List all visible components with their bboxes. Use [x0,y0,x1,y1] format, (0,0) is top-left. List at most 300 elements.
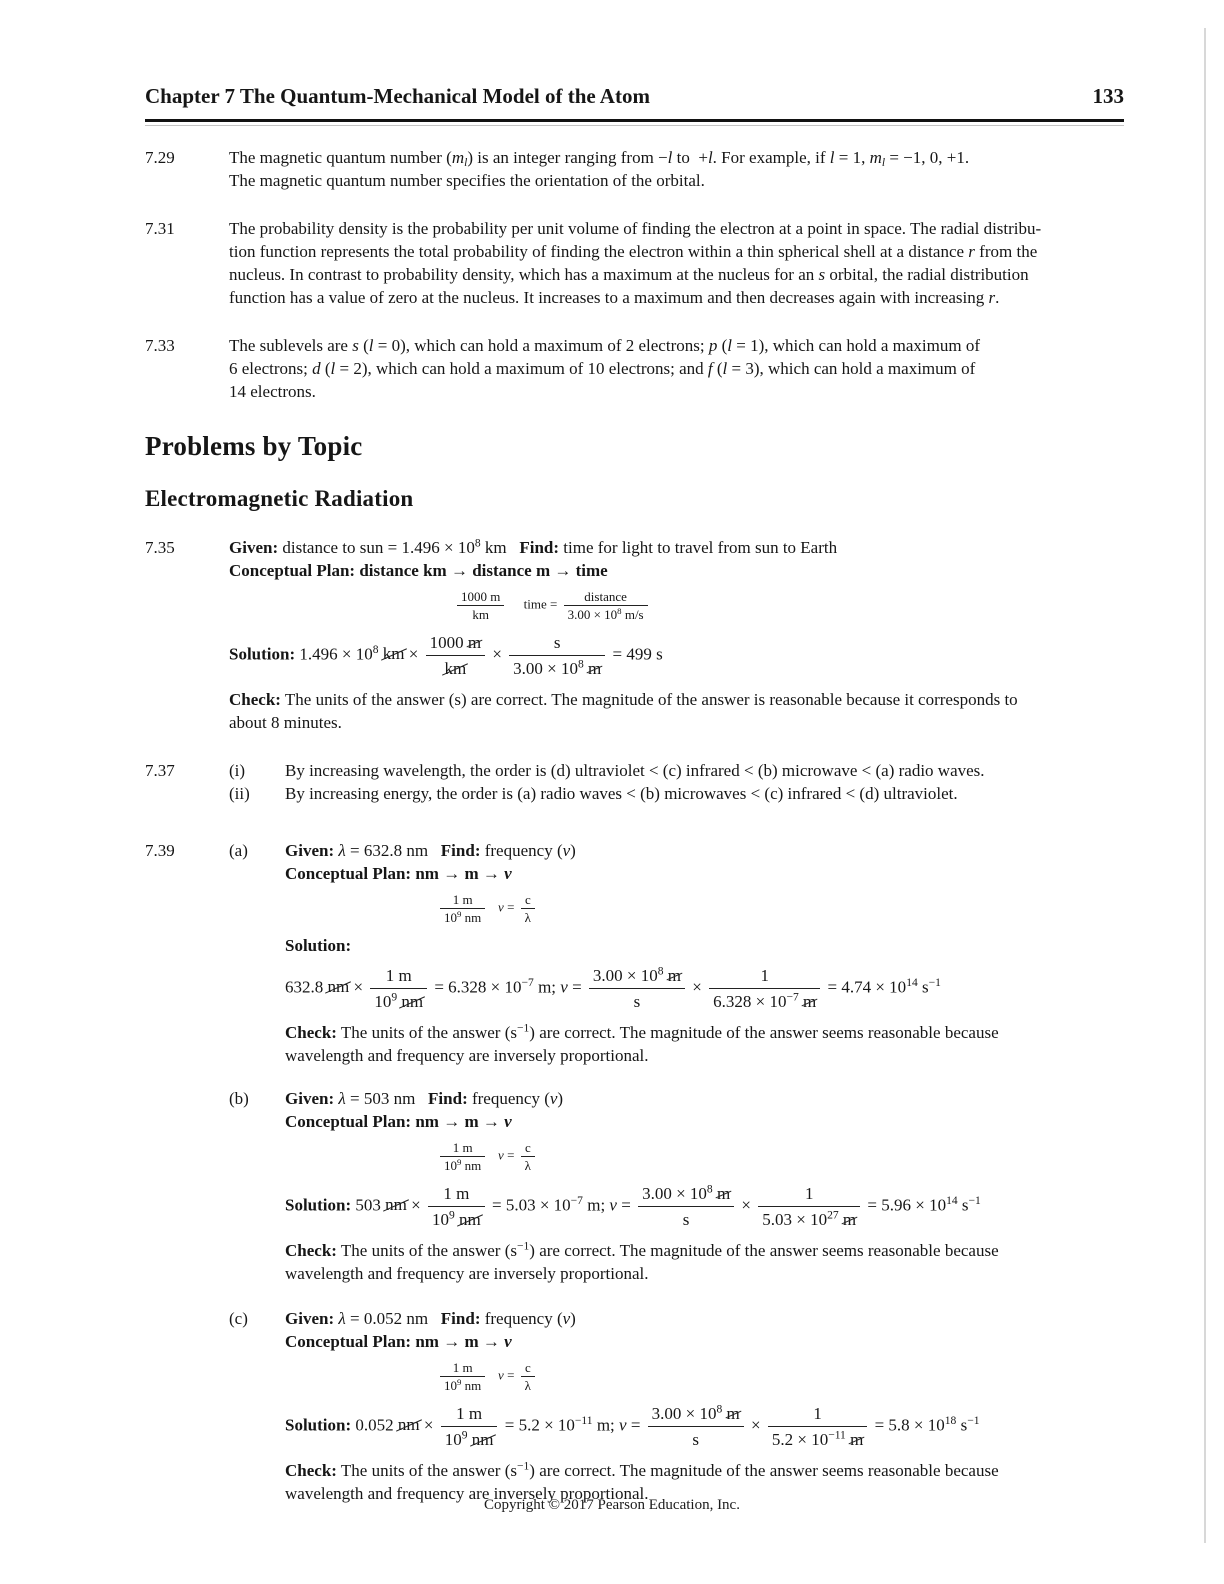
section-title-electromagnetic-radiation: Electromagnetic Radiation [145,486,414,511]
text-run: 8 [657,964,664,978]
fraction [758,1182,860,1231]
text-run: m [850,1430,864,1449]
text-run: = 5.2 × 10 [500,1415,575,1435]
text-run: = 503 nm [345,1089,429,1108]
text-run: −1 [928,976,941,990]
problem-number: 7.33 [145,336,175,355]
text-run: wavelength and frequency are inversely proportional. [285,1046,649,1065]
text-run: ( [358,336,369,355]
text-line [229,217,1124,240]
fraction-denominator [589,989,685,1013]
text-run: c [524,1360,531,1375]
text-run: m [869,148,882,167]
fraction-numerator [648,1402,744,1427]
solution-line [229,631,1124,680]
fraction-numerator [440,1360,485,1377]
problem-7-35 [145,536,1124,734]
fraction [521,1360,535,1393]
text-run: 14 electrons. [229,382,316,401]
text-run: m; [582,1195,610,1215]
text-run: r [988,288,996,307]
text-run: ( [712,359,723,378]
text-run: By increasing wavelength, the order is (d) ultraviolet < (c) infrared < (b) microwave < (a) radio waves. [285,761,985,780]
text-run: 1 m [452,1360,473,1375]
text-run: 9 [457,1157,462,1168]
fraction-numerator [370,964,427,989]
text-run: Find: [440,841,481,860]
fraction-denominator [648,1427,744,1451]
text-run: −7 [786,990,799,1004]
text-run: = [626,1415,645,1435]
fraction-denominator [441,1427,498,1451]
text-run: 18 [944,1414,957,1428]
text-run: λ [338,841,346,860]
fraction [428,1182,485,1231]
check-line [285,1239,1124,1262]
problem-7-29 [145,146,1124,192]
plan-formula [437,892,1124,925]
text-run: 10 [444,1158,457,1173]
problem-number: 7.35 [145,538,175,557]
text-run: frequency ( [467,1089,550,1108]
text-run: l [667,148,673,167]
text-run: = 5.8 × 10 [870,1415,945,1435]
text-run: Given: [285,1309,339,1328]
fraction-denominator [509,656,605,680]
problem-body [229,146,1124,192]
text-run: 10 [374,992,392,1011]
text-run: = 5.03 × 10 [487,1195,571,1215]
fraction-denominator [709,989,820,1013]
text-run: 1 m [452,892,473,907]
text-run: × [737,1195,756,1215]
text-run: 8 [474,536,481,550]
text-run: 3.00 × 10 [592,966,658,985]
given-find-line [285,839,1124,862]
text-run: nm [385,1195,407,1215]
text-run: Solution: [285,1415,352,1435]
text-run: 8 [578,657,584,671]
text-run: m; [533,977,561,997]
text-run: = 2), which can hold a maximum of 10 electrons; and [335,359,708,378]
plan-formula [454,589,1124,622]
text-run: s [692,1430,700,1449]
text-run: 1 [813,1404,822,1423]
solution-line [285,1182,1124,1231]
text-run: m [726,1404,740,1423]
text-run: m [803,992,817,1011]
fraction-numerator [440,892,485,909]
text-run: = 1), which can hold a maximum of [731,336,980,355]
text-run: 9 [391,990,398,1004]
page-number: 133 [1092,84,1124,108]
text-run: m [667,966,682,985]
text-run: p [708,336,718,355]
text-run: . [995,288,1000,307]
text-run: −7 [570,1194,583,1208]
text-run: km [444,659,467,678]
problem-number: 7.31 [145,219,175,238]
problem-body [229,536,1124,734]
fraction [509,631,605,680]
text-run: nm [461,910,482,925]
text-run: = 6.328 × 10 [430,977,522,997]
header-rule-shadow [145,125,1124,126]
text-run: The units of the answer (s [336,1461,517,1480]
text-line [229,380,1124,403]
fraction-numerator [521,1140,535,1157]
text-run: . For example, if [712,148,830,167]
copyright-footer: Copyright © 2017 Pearson Education, Inc. [484,1497,740,1513]
sub-item-label: (i) [229,761,246,780]
text-run: Given: [229,538,279,557]
text-run: 6.328 × 10 [713,992,787,1011]
text-run: s [682,1210,690,1229]
text-run: 10 [444,1378,457,1393]
text-run: frequency ( [480,1309,563,1328]
text-run: nm [397,1415,420,1435]
text-run: orbital, the radial distribution [825,265,1029,284]
fraction-numerator [589,964,685,989]
text-run: λ [524,1158,531,1173]
problem-7-39 [145,839,1124,1505]
text-run: λ [338,1309,346,1328]
text-run: 632.8 [285,977,328,997]
text-run: ) [557,1089,564,1108]
check-line [285,1021,1124,1044]
text-line [229,169,1124,192]
conceptual-plan-line [285,862,1124,885]
text-run [488,899,498,914]
text-run: Find: [519,538,560,557]
text-run: Find: [440,1309,481,1328]
text-run [488,1147,498,1162]
text-run: 14 [946,1194,958,1208]
problem-body [229,839,1124,1505]
fraction-numerator [638,1182,734,1207]
fraction [638,1182,734,1231]
text-run: 1 [760,966,769,985]
text-run: The magnetic quantum number specifies the orientation of the orbital. [229,171,705,190]
problem-number: 7.29 [145,148,175,167]
text-run: 3.00 × 10 [642,1184,707,1203]
text-run: By increasing energy, the order is (a) radio waves < (b) microwaves < (c) infrared < (d) ultraviolet. [285,784,958,803]
fraction [564,589,648,622]
text-run: ν [609,1195,617,1215]
text-run: s [818,265,826,284]
sub-item-label: (ii) [229,784,250,803]
text-run: 14 [906,976,918,990]
text-run: Solution: [229,644,296,664]
text-run: m [467,633,482,652]
fraction-numerator [428,1182,485,1207]
text-line [229,263,1124,286]
fraction [521,892,535,925]
fraction [521,1140,535,1173]
text-run: ) are correct. The magnitude of the answer seems reasonable because [529,1241,999,1260]
fraction-denominator [428,1207,485,1231]
text-run: = 632.8 nm [345,841,441,860]
fraction-numerator [564,589,648,606]
fraction-numerator [441,1402,498,1427]
fraction-denominator [521,1157,535,1173]
plan-formula [437,1140,1124,1173]
text-run: 503 [351,1195,386,1215]
fraction-numerator [509,631,605,656]
problem-7-31 [145,217,1124,309]
text-line [285,782,1124,805]
text-run: to + [672,148,708,167]
problem-body [229,334,1124,403]
text-run: = [503,899,518,915]
text-run: ( [320,359,331,378]
text-line [285,759,1124,782]
text-run: tion function represents the total probability of finding the electron within a thin spherical shell at a distance [229,242,969,261]
text-run: Check: [285,1241,337,1260]
text-run: l [707,148,713,167]
text-run: l [829,148,835,167]
text-run: ν [504,1332,512,1351]
fraction-numerator [440,1140,485,1157]
problem-body [229,759,1124,805]
fraction-denominator [426,656,485,680]
fraction-denominator [370,989,427,1013]
text-run: × [349,977,368,997]
text-run: l [464,155,468,169]
text-run: 1 [804,1184,814,1203]
text-run: −11 [574,1414,593,1428]
text-run: ν [498,899,504,915]
text-run: λ [524,1378,531,1393]
text-run: 8 [706,1182,713,1196]
solution-label [285,934,1124,957]
check-line [285,1459,1124,1482]
fraction [441,1402,498,1451]
text-run: s [917,977,929,997]
text-run: × [404,644,423,664]
text-run: 9 [448,1208,455,1222]
text-run: ) is an integer ranging from − [467,148,668,167]
text-run [488,1367,498,1382]
fraction-numerator [426,631,485,656]
text-run: 10 [431,1210,449,1229]
text-run: m [716,1184,731,1203]
fraction [589,964,685,1013]
text-run: Conceptual Plan: distance km → distance m → time [229,561,608,580]
fraction-numerator [758,1182,860,1207]
part-label: (b) [229,1089,249,1108]
check-line [285,1044,1124,1067]
text-run: frequency ( [480,841,563,860]
text-line [229,240,1124,263]
part-b [229,1087,1124,1285]
text-run: 9 [457,1377,462,1388]
text-run: d [312,359,321,378]
fraction-denominator [638,1207,734,1231]
text-run: 1000 m [461,589,501,604]
text-run: m [451,148,465,167]
fraction-denominator [758,1207,860,1231]
text-run: = 3), which can hold a maximum of [727,359,976,378]
given-find-line [229,536,1124,559]
conceptual-plan-line [229,559,1124,582]
text-run: s [633,992,641,1011]
sub-item [229,782,1124,805]
fraction [648,1402,744,1451]
text-run: Check: [229,690,281,709]
text-run: 3.00 × 10 [513,659,579,678]
text-run: 10 [444,1430,462,1449]
check-line [285,1262,1124,1285]
text-run: l [727,336,732,355]
text-run: m [842,1210,857,1229]
plan-formula [437,1360,1124,1393]
fraction [768,1402,867,1451]
fraction-numerator [521,892,535,909]
given-find-line [285,1307,1124,1330]
fraction-denominator [768,1427,867,1451]
text-run: distance to sun = 1.496 × 10 [278,538,475,557]
text-run: ) [570,841,576,860]
text-run: distance [584,589,627,604]
fraction [440,1360,485,1393]
text-run: m [588,659,602,678]
text-run: nm [327,977,350,997]
text-run: = −1, 0, +1. [885,148,970,167]
text-run: km [382,644,405,664]
text-run: Conceptual Plan: nm → m → [285,1112,505,1131]
text-run: m; [592,1415,620,1435]
text-run: 8 [372,643,379,657]
text-run: The units of the answer (s) are correct. The magnitude of the answer is reasonable because it corresponds to [280,690,1018,709]
fraction [440,892,485,925]
text-run: 1 m [385,966,412,985]
text-run: −1 [968,1194,981,1208]
part-a [229,839,1124,1067]
part-body [285,839,1124,1067]
text-run: time for light to travel from sun to Earth [559,538,838,557]
fraction-numerator [768,1402,867,1427]
check-line [229,711,1124,734]
text-line [229,334,1124,357]
check-line [229,688,1124,711]
text-run: 9 [461,1428,468,1442]
text-run: Check: [285,1023,337,1042]
text-run: −1 [517,1459,530,1473]
fraction [426,631,485,680]
text-run: = 4.74 × 10 [823,977,907,997]
text-run: −1 [967,1414,980,1428]
text-run: × [746,1415,765,1435]
text-run: 1000 [429,633,468,652]
text-run: = 499 s [608,644,663,664]
text-run: 9 [457,909,462,920]
text-run: ν [562,1309,571,1328]
text-run: nm [461,1158,482,1173]
text-run: The units of the answer (s [336,1241,517,1260]
problem-number: 7.39 [145,841,175,860]
text-run: 6 electrons; [229,359,313,378]
text-run: 27 [827,1208,839,1222]
text-run: l [722,359,728,378]
text-run: 5.03 × 10 [762,1210,828,1229]
text-run: m/s [621,607,644,622]
fraction-denominator [564,606,648,622]
solution-line [285,964,1124,1013]
text-run: ν [498,1147,504,1163]
header-rule [145,119,1124,122]
text-run: from the [974,242,1038,261]
text-run: ν [549,1089,558,1108]
text-run: nm [459,1210,481,1229]
text-run: Given: [285,1089,339,1108]
problem-7-33 [145,334,1124,403]
part-label: (a) [229,841,248,860]
text-run: ) [570,1309,576,1328]
text-run: −7 [521,976,534,990]
text-run: ν [498,1367,504,1383]
text-run: 1 m [456,1404,483,1423]
text-run: f [707,359,713,378]
part-label: (c) [229,1309,248,1328]
text-run: wavelength and frequency are inversely proportional. [285,1484,649,1503]
text-run: The magnetic quantum number ( [229,148,452,167]
solution-line [285,1402,1124,1451]
text-run: ) are correct. The magnitude of the answer seems reasonable because [529,1023,999,1042]
text-run: Conceptual Plan: nm → m → [285,864,505,883]
conceptual-plan-line [285,1330,1124,1353]
text-run: s [957,1195,969,1215]
sub-item [229,759,1124,782]
text-run: 5.2 × 10 [771,1430,829,1449]
text-run: Solution: [285,936,352,955]
text-run: 0.052 [351,1415,398,1435]
part-c [229,1307,1124,1505]
text-run: 1 m [452,1140,473,1155]
problem-7-37 [145,759,1124,805]
fraction-denominator [440,909,485,925]
scan-edge-artifact [1204,28,1206,1543]
text-run: 3.00 × 10 [651,1404,717,1423]
text-run: Find: [428,1089,468,1108]
text-run: = 5.96 × 10 [863,1195,947,1215]
text-run: 10 [444,910,457,925]
text-run: Solution: [285,1195,352,1215]
text-run: s [553,633,561,652]
conceptual-plan-line [285,1110,1124,1133]
text-run: nm [401,992,424,1011]
fraction-denominator [521,1377,535,1393]
text-run: 8 [617,606,622,617]
text-run: 1 m [443,1184,470,1203]
text-run: l [881,155,886,169]
part-body [285,1087,1124,1285]
text-run: s [352,336,359,355]
fraction-numerator [457,589,504,606]
fraction-denominator [440,1377,485,1393]
fraction-numerator [521,1360,535,1377]
fraction-denominator [440,1157,485,1173]
text-run: km [480,538,520,557]
text-run: The probability density is the probability per unit volume of finding the electron at a point in space. The radial distribu- [229,219,1042,238]
fraction [457,589,504,622]
text-run: ν [504,864,512,883]
text-run: wavelength and frequency are inversely proportional. [285,1264,649,1283]
text-line [229,286,1124,309]
problem-body [229,217,1124,309]
fraction [709,964,820,1013]
fraction-denominator [457,606,504,622]
